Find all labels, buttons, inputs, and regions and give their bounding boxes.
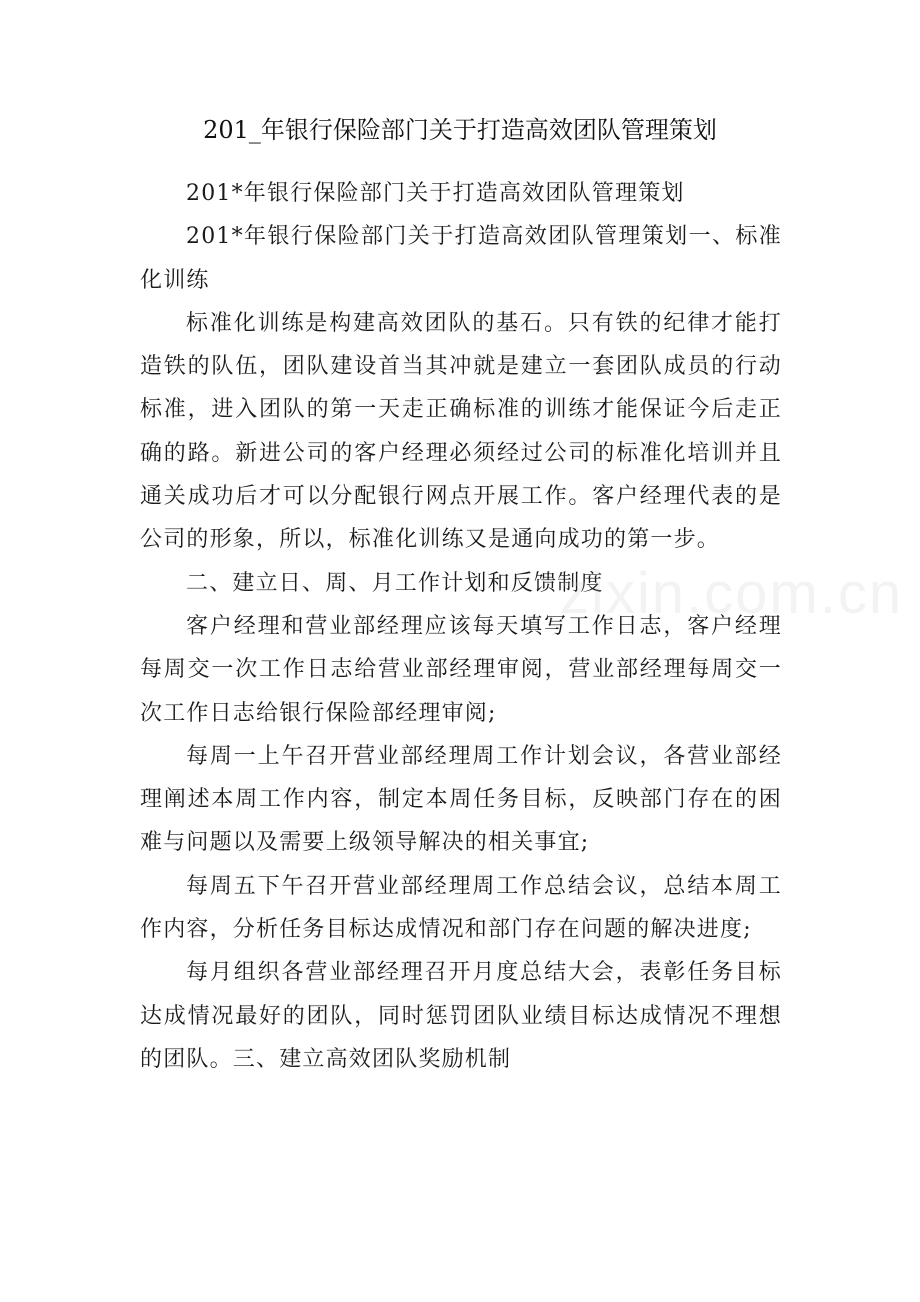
paragraph-monthly-meeting: 每月组织各营业部经理召开月度总结大会，表彰任务目标达成情况最好的团队，同时惩罚团队业绩目标达成情况不理想的团队。三、建立高效团队奖励机制 (140, 960, 782, 1072)
watermark-logo: zixin.com.cn (560, 561, 904, 626)
document-body (140, 172, 782, 1081)
paragraph-section-one: 201*年银行保险部门关于打造高效团队管理策划一、标准化训练 (140, 224, 782, 293)
paragraph-work-log: 客户经理和营业部经理应该每天填写工作日志，客户经理每周交一次工作日志给营业部经理审阅，营业部经理每周交一次工作日志给银行保险部经理审阅; (140, 613, 782, 726)
paragraph-section-two-heading: 二、建立日、周、月工作计划和反馈制度 (186, 570, 604, 596)
paragraph-friday-meeting: 每周五下午召开营业部经理周工作总结会议，总结本周工作内容，分析任务目标达成情况和部门存在问题的解决进度; (140, 873, 782, 943)
paragraph-monday-meeting: 每周一上午召开营业部经理周工作计划会议，各营业部经理阐述本周工作内容，制定本周任务目标，反映部门存在的困难与问题以及需要上级领导解决的相关事宜; (140, 743, 782, 856)
document-title: 201_年银行保险部门关于打造高效团队管理策划 (203, 116, 717, 144)
paragraph-standard-training: 标准化训练是构建高效团队的基石。只有铁的纪律才能打造铁的队伍，团队建设首当其冲就是建立一套团队成员的行动标准，进入团队的第一天走正确标准的训练才能保证今后走正确的路。新进公司的客户经理必须经过公司的标准化培训并且通关成功后才可以分配银行网点开展工作。客户经理代表的是公司的形象，所以，标准化训练又是通向成功的第一步。 (140, 310, 782, 553)
paragraph-subtitle: 201*年银行保险部门关于打造高效团队管理策划 (186, 181, 685, 206)
